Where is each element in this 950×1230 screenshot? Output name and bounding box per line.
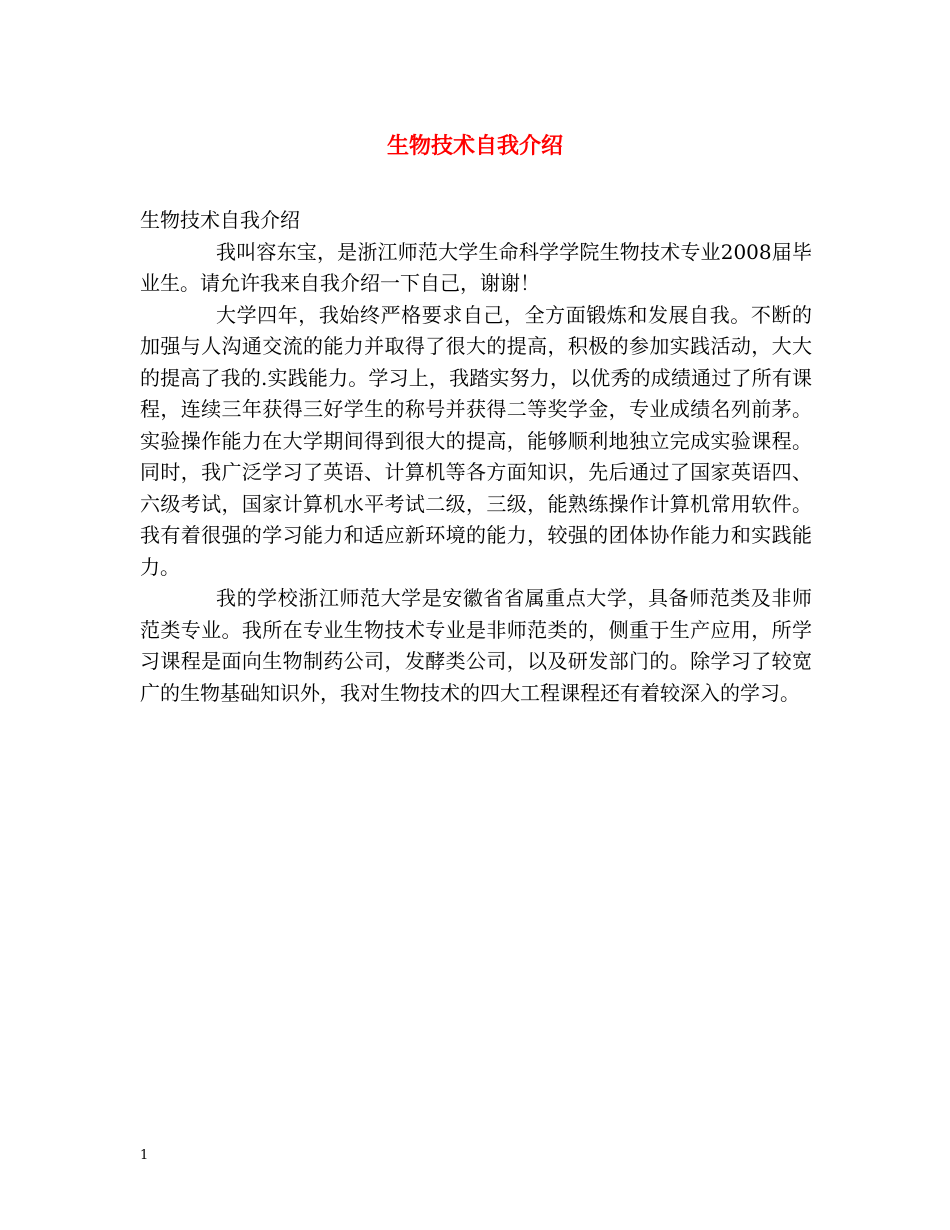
document-subtitle: 生物技术自我介绍 [140, 208, 300, 232]
paragraph-intro: 我叫容东宝，是浙江师范大学生命科学学院生物技术专业2008届毕业生。请允许我来自我介绍一下自己，谢谢！ [140, 239, 812, 295]
paragraph-school-major: 我的学校浙江师范大学是安徽省省属重点大学，具备师范类及非师范类专业。我所在专业生物技术专业是非师范类的，侧重于生产应用，所学习课程是面向生物制药公司，发酵类公司，以及研发部门的。除学习了较宽广的生物基础知识外，我对生物技术的四大工程课程还有着较深入的学习。 [140, 586, 812, 705]
document-title: 生物技术自我介绍 [386, 133, 563, 159]
paragraph-university-life: 大学四年，我始终严格要求自己，全方面锻炼和发展自我。不断的加强与人沟通交流的能力并取得了很大的提高，积极的参加实践活动，大大的提高了我的.实践能力。学习上，我踏实努力，以优秀的成绩通过了所有课程，连续三年获得三好学生的称号并获得二等奖学金，专业成绩名列前茅。实验操作能力在大学期间得到很大的提高，能够顺利地独立完成实验课程。同时，我广泛学习了英语、计算机等各方面知识，先后通过了国家英语四、六级考试，国家计算机水平考试二级，三级，能熟练操作计算机常用软件。我有着很强的学习能力和适应新环境的能力，较强的团体协作能力和实践能力。 [140, 302, 812, 579]
document-body [140, 205, 812, 709]
page-number: 1 [140, 1148, 149, 1163]
